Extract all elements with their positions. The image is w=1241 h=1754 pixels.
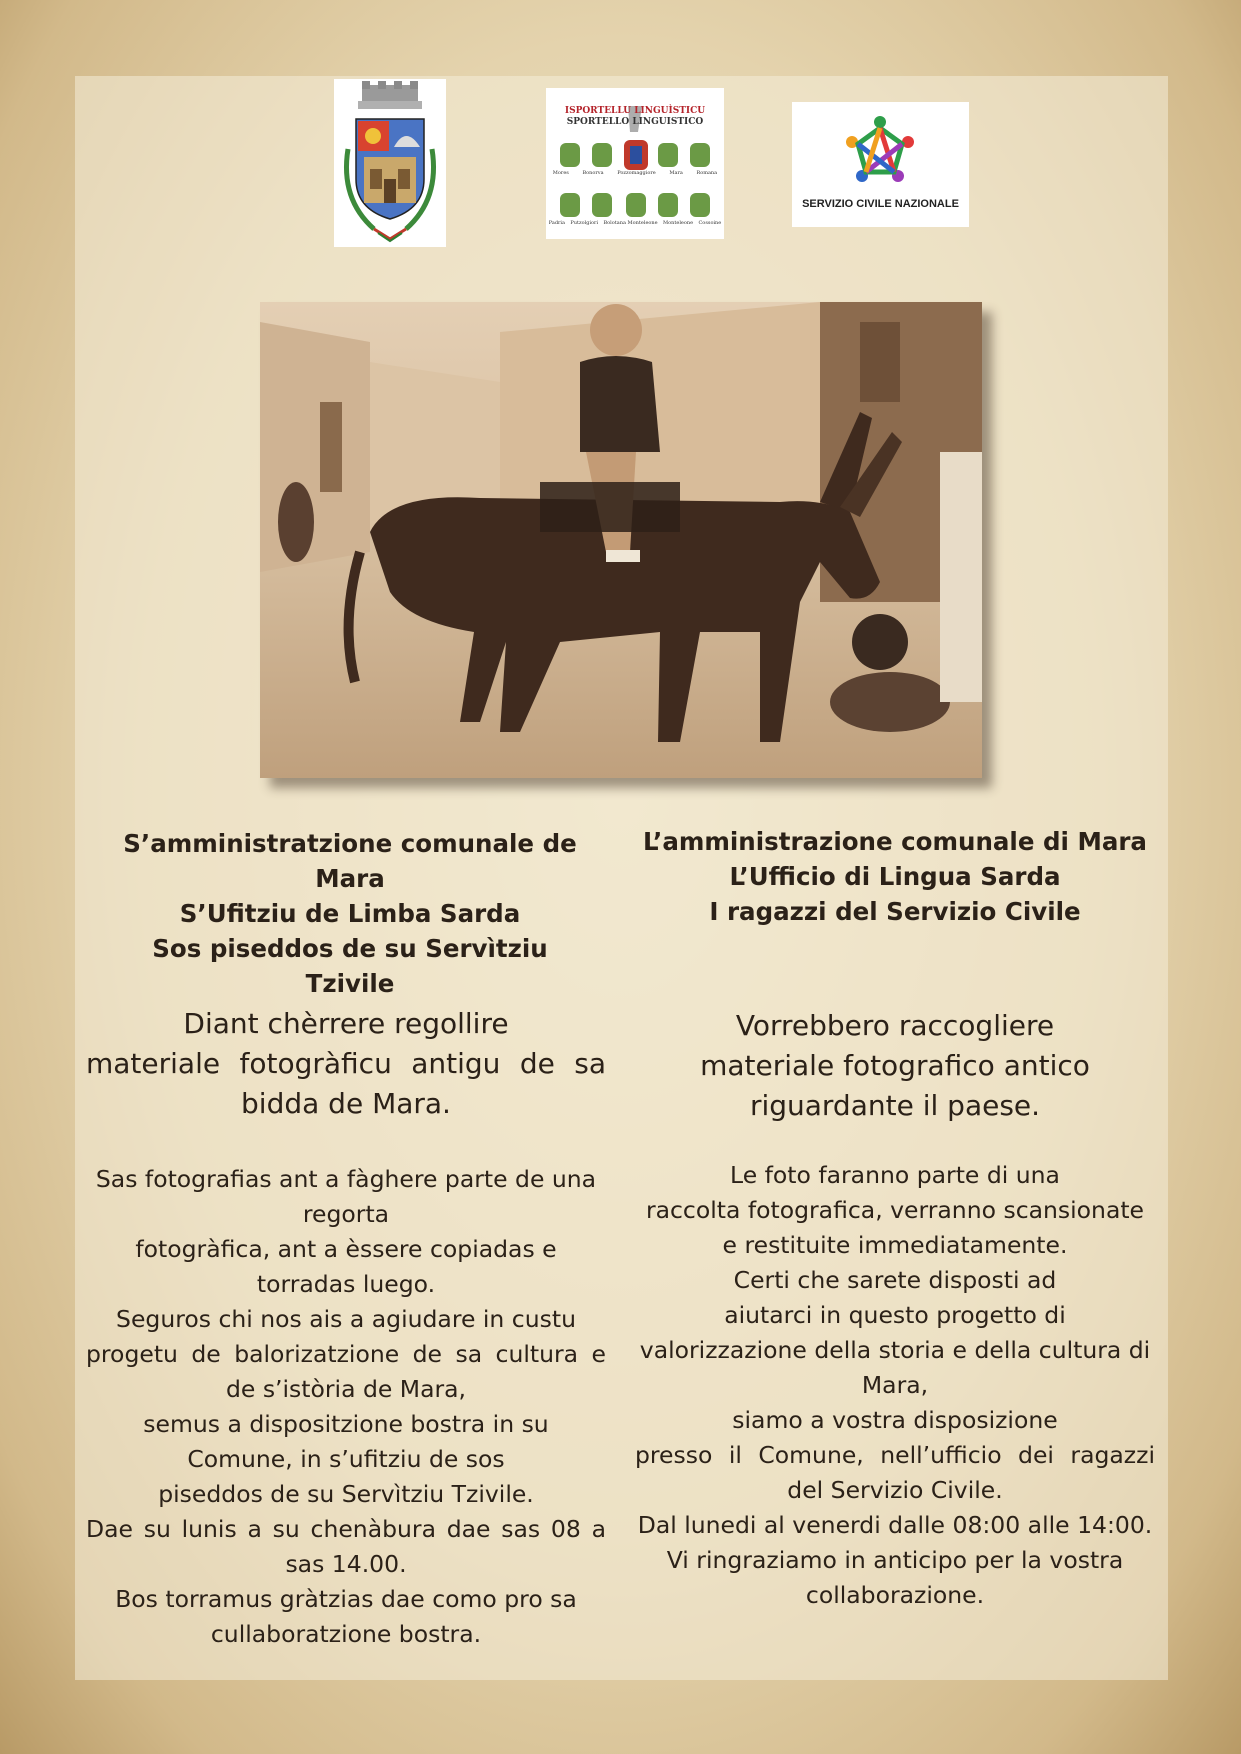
right-heading — [625, 824, 1165, 929]
body-line: Dae su lunis a su chenàbura dae sas 08 a — [86, 1515, 606, 1543]
body-line: progetu de balorizatzione de sa cultura e — [86, 1340, 606, 1368]
sportello-towns-row1 — [546, 170, 724, 176]
servizio-civile-logo — [792, 102, 969, 227]
body-line: piseddos de su Servìtziu Tzivile. — [158, 1480, 534, 1508]
servizio-civile-star-icon — [792, 102, 969, 192]
sportello-title — [546, 106, 724, 128]
body-line: Dal lunedi al venerdi dalle 08:00 alle 14:00. — [637, 1511, 1153, 1539]
town-label: Padria — [548, 220, 565, 226]
lead-line: bidda de Mara. — [241, 1087, 451, 1120]
lead-line: materiale fotografico antico — [700, 1049, 1090, 1082]
heading-line: L’amministrazione comunale di Mara — [643, 827, 1147, 856]
left-lead-paragraph — [86, 1004, 606, 1124]
left-body-paragraph — [86, 1162, 606, 1652]
lead-line: Vorrebbero raccogliere — [735, 1009, 1055, 1042]
heading-line: Sos piseddos de su Servìtziu — [152, 934, 548, 963]
body-line: presso il Comune, nell’ufficio dei ragazzi — [635, 1441, 1155, 1469]
lead-line: Diant chèrrere regollire — [183, 1007, 509, 1040]
photo-illustration-icon — [260, 302, 982, 778]
town-label: Monteleone — [663, 220, 694, 226]
heading-line: Tzivile — [305, 969, 395, 998]
body-line: collaborazione. — [805, 1581, 985, 1609]
town-label: Romana — [696, 170, 718, 176]
body-line: aiutarci in questo progetto di — [724, 1301, 1066, 1329]
town-label: Cossoine — [698, 220, 722, 226]
body-line: Le foto faranno parte di una — [730, 1161, 1060, 1189]
body-line: siamo a vostra disposizione — [732, 1406, 1058, 1434]
town-label: Bolotana Monteleone — [603, 220, 658, 226]
sportello-linguistico-logo — [546, 88, 724, 239]
town-label: Pozzomaggiore — [617, 170, 656, 176]
body-line: Bos torramus gràtzias dae como pro sa — [115, 1585, 577, 1613]
body-line: regorta — [302, 1200, 390, 1228]
left-heading — [95, 826, 605, 1001]
vintage-photo-child-on-donkey — [260, 302, 982, 778]
body-line: valorizzazione della storia e della cultura di — [639, 1336, 1151, 1364]
town-label: Bonorva — [582, 170, 604, 176]
body-line: raccolta fotografica, verranno scansionate — [645, 1196, 1145, 1224]
body-line: de s’istòria de Mara, — [225, 1375, 467, 1403]
heading-line: S’Ufitziu de Limba Sarda — [179, 899, 521, 928]
body-line: Sas fotografias ant a fàghere parte de una — [95, 1165, 597, 1193]
mara-coat-of-arms-logo — [334, 79, 446, 247]
body-line: Seguros chi nos ais a agiudare in custu — [116, 1305, 576, 1333]
heading-line: I ragazzi del Servizio Civile — [709, 897, 1081, 926]
coat-of-arms-icon — [334, 79, 446, 247]
body-line: Vi ringraziamo in anticipo per la vostra — [666, 1546, 1124, 1574]
body-line: semus a dispositzione bostra in su — [143, 1410, 549, 1438]
sportello-towns-row2 — [546, 220, 724, 226]
body-line: Mara, — [861, 1371, 929, 1399]
sportello-title-italian: SPORTELLO LINGUISTICO — [566, 117, 704, 127]
heading-line: L’Ufficio di Lingua Sarda — [729, 862, 1061, 891]
body-line: Comune, in s’ufitziu de sos — [187, 1445, 505, 1473]
body-line: fotogràfica, ant a èssere copiadas e — [135, 1235, 557, 1263]
town-label: Putzolgiori — [570, 220, 599, 226]
lead-line: riguardante il paese. — [749, 1089, 1041, 1122]
sportello-title-sardinian: ISPORTELLU LINGUÌSTICU — [564, 106, 706, 116]
body-line: sas 14.00. — [285, 1550, 407, 1578]
heading-line: S’amministratzione comunale de Mara — [123, 829, 577, 893]
servizio-civile-label: SERVIZIO CIVILE NAZIONALE — [802, 198, 959, 210]
town-label: Mores — [552, 170, 569, 176]
body-line: e restituite immediatamente. — [722, 1231, 1068, 1259]
lead-line: materiale fotogràficu antigu de sa — [86, 1047, 606, 1080]
town-label: Mara — [669, 170, 683, 176]
body-line: del Servizio Civile. — [787, 1476, 1003, 1504]
body-line: Certi che sarete disposti ad — [733, 1266, 1057, 1294]
body-line: cullaboratzione bostra. — [210, 1620, 482, 1648]
body-line: torradas luego. — [256, 1270, 436, 1298]
right-lead-paragraph — [635, 1006, 1155, 1126]
right-body-paragraph — [635, 1158, 1155, 1613]
